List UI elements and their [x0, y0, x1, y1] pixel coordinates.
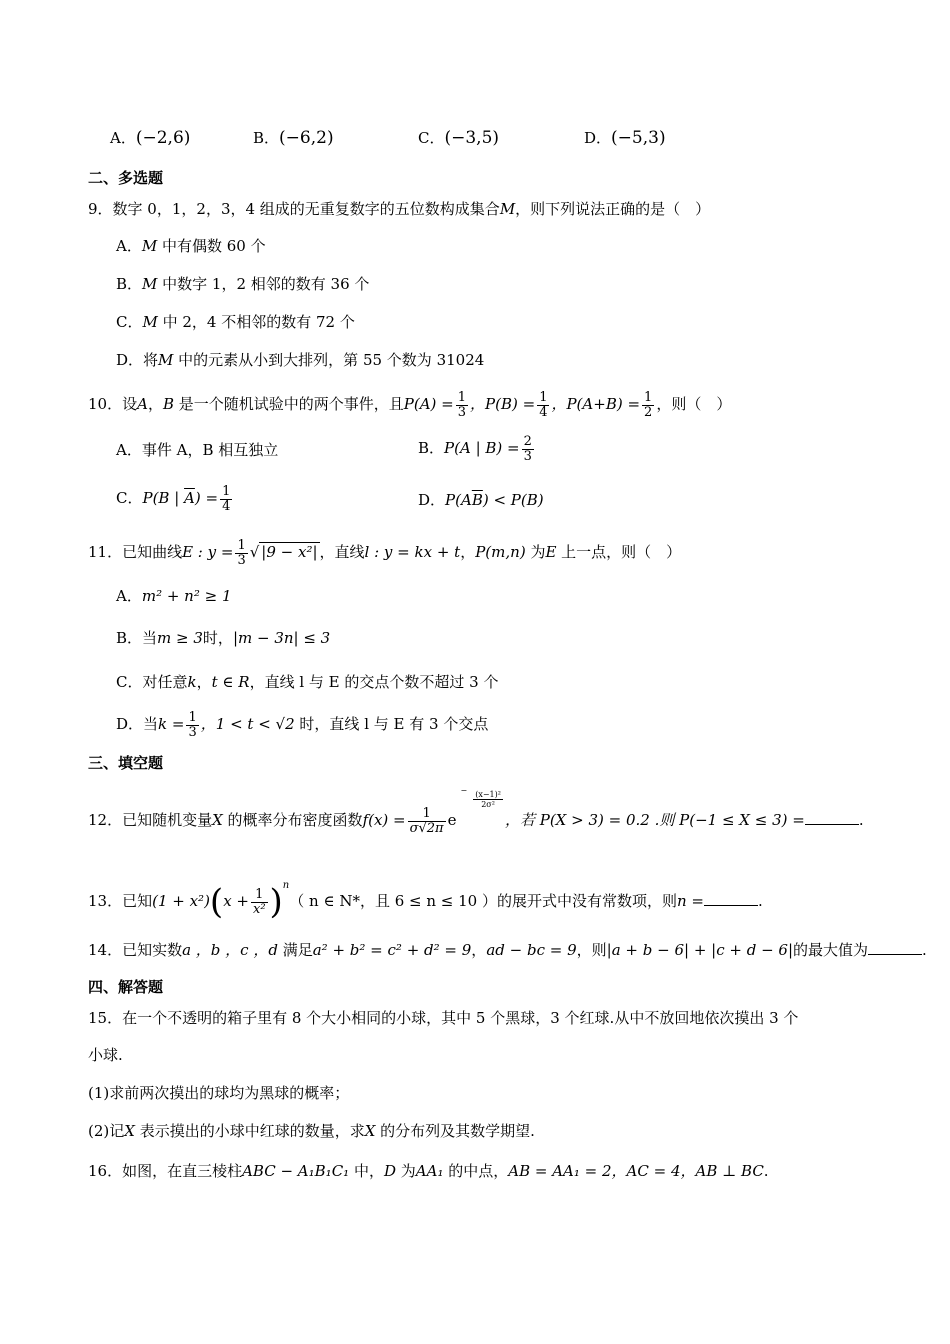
option-text: m² + n² ≥ 1	[141, 587, 232, 605]
denominator: 3	[237, 552, 246, 568]
q11-option-a	[116, 586, 232, 606]
sqrt-sign: √	[249, 543, 260, 561]
q11-curve: E : y =	[182, 543, 234, 561]
denominator: 3	[188, 724, 197, 740]
option-label: D．	[116, 715, 144, 733]
q10-stem	[88, 386, 731, 422]
q13-cond: （ n ∈ N*，且 6 ≤ n ≤ 10 ）的展开式中没有常数项，则	[289, 892, 677, 910]
option-value: (−2,6)	[135, 128, 191, 148]
fraction	[456, 391, 468, 420]
q15-var: X	[124, 1122, 135, 1140]
numerator: 1	[408, 807, 446, 822]
q12-end: .	[858, 811, 864, 829]
complement-a: $\overline{A}$	[184, 489, 195, 507]
left-paren: (	[209, 882, 224, 922]
complement-b: $\overline{B}$	[471, 491, 483, 509]
q16-prism: ABC − A₁B₁C₁	[242, 1162, 350, 1180]
numerator: 1	[644, 389, 653, 405]
numerator: 1	[237, 537, 246, 553]
option-label: B．	[116, 629, 143, 647]
q10-pa: P(A) =	[403, 395, 454, 413]
fraction	[186, 711, 198, 740]
q14-stem	[88, 940, 927, 960]
option-label: B．	[418, 439, 445, 457]
q10-pab: ，P(A+B) =	[551, 395, 641, 413]
fraction	[251, 888, 268, 917]
option-text: ，直线 l 与 E 的交点个数不超过 3 个	[249, 673, 499, 691]
q14-text: ，则	[576, 941, 607, 959]
q16-text: 为	[396, 1162, 416, 1180]
option-text: 中有偶数 60 个	[157, 237, 266, 255]
option-label: D．	[418, 491, 446, 509]
fraction	[537, 391, 549, 420]
numerator: (x−1)²	[475, 790, 501, 799]
q12-text: 的概率分布密度函数	[222, 811, 363, 829]
option-text: 中数字 1，2 相邻的数有 36 个	[157, 275, 370, 293]
exponent-minus: −	[460, 786, 468, 795]
option-text: 时，	[202, 629, 233, 647]
answer-blank[interactable]	[868, 940, 922, 955]
q16-text: 中，	[349, 1162, 384, 1180]
option-label: C．	[116, 313, 143, 331]
option-text: ) =	[194, 489, 219, 507]
q11-pre: 11．已知曲线	[88, 543, 183, 561]
q8-option-b	[253, 128, 334, 148]
exp-base: e	[447, 811, 457, 829]
right-paren: )	[269, 882, 283, 922]
denominator: 3	[523, 448, 532, 464]
q9-option-b	[116, 274, 369, 294]
option-label: B．	[116, 275, 143, 293]
option-text: 中的元素从小到大排列，第 55 个数为 31024	[173, 351, 485, 369]
option-text: ) < P(B)	[482, 491, 544, 509]
q11-curve-name: E	[545, 543, 557, 561]
q14-text: 满足	[277, 941, 313, 959]
q11-option-b	[116, 628, 330, 648]
option-cond: ，1 < t < √2	[200, 715, 295, 733]
option-text: P(A	[445, 491, 472, 509]
option-value: (−5,3)	[611, 128, 666, 148]
q10-option-a	[116, 440, 278, 460]
q12-func: f(x) =	[362, 811, 406, 829]
radicand: |9 − x²|	[261, 543, 318, 561]
numerator: 1	[222, 483, 231, 499]
q10-end: ，则（ ）	[656, 395, 732, 413]
q11-option-d	[116, 706, 488, 742]
q13-expr2: x +	[223, 892, 249, 910]
option-text: 事件 A，B 相互独立	[141, 441, 279, 459]
q9-set-m: M	[499, 200, 516, 218]
q10-pre: 10．设	[88, 395, 138, 413]
q15-p2-pre: (2)记	[88, 1122, 125, 1140]
numerator: 1	[539, 389, 548, 405]
q14-eq2: ad − bc = 9	[486, 941, 577, 959]
q13-end: .	[757, 892, 763, 910]
q14-vars: a ，b ，c ，d	[182, 941, 278, 959]
exponent-fraction-body	[473, 790, 503, 809]
q9-stem-text: 9．数字 0，1，2，3，4 组成的无重复数字的五位数构成集合	[88, 200, 500, 218]
option-cond: m ≥ 3	[157, 629, 203, 647]
q9-stem-end: ，则下列说法正确的是（ ）	[515, 200, 711, 218]
q9-stem	[88, 199, 710, 219]
numerator: 1	[457, 389, 467, 405]
q12-pre: 12．已知随机变量	[88, 811, 213, 829]
fraction	[220, 485, 232, 514]
q14-pre: 14．已知实数	[88, 941, 183, 959]
option-text: 时，直线 l 与 E 有 3 个交点	[294, 715, 489, 733]
q13-exponent: n	[282, 880, 290, 891]
q11-point: P(m,n)	[475, 543, 526, 561]
q12-var: X	[212, 811, 223, 829]
q14-dot: .	[922, 941, 927, 959]
denominator: 3	[457, 404, 467, 420]
q16-stem	[88, 1161, 769, 1181]
section-heading-multi-choice: 二、多选题	[88, 169, 164, 187]
q13-n: n =	[676, 892, 704, 910]
q10-pb: ，P(B) =	[470, 395, 536, 413]
option-value: (−3,5)	[444, 128, 500, 148]
q12-cond: ，若 P(X > 3) = 0.2 .则 P(−1 ≤ X ≤ 3) =	[504, 811, 805, 829]
denominator: 4	[222, 498, 231, 514]
option-label: A．	[116, 441, 142, 459]
q10-text: 是一个随机试验中的两个事件，且	[173, 395, 404, 413]
q13-pre: 13．已知	[88, 892, 153, 910]
q11-text: 为	[525, 543, 546, 561]
option-var: M	[141, 237, 158, 255]
option-text: 当	[142, 629, 158, 647]
q16-segment: AA₁	[415, 1162, 444, 1180]
q10-sep: ，	[147, 395, 163, 413]
q11-option-c	[116, 672, 498, 692]
q15-var: X	[364, 1122, 376, 1140]
answer-blank[interactable]	[805, 810, 859, 825]
q9-option-d	[116, 350, 484, 370]
q15-line1: 15．在一个不透明的箱子里有 8 个大小相同的小球，其中 5 个黑球，3 个红球.从中不放回地依次摸出 3 个	[88, 1009, 799, 1027]
q16-cond1: AB = AA₁ = 2	[508, 1162, 612, 1180]
option-label: A．	[110, 129, 136, 147]
q10-option-b	[418, 430, 536, 466]
q15-p2-text: 表示摸出的小球中红球的数量，求	[134, 1122, 365, 1140]
q15-line2: 小球.	[88, 1046, 123, 1064]
option-label: A．	[116, 587, 142, 605]
fraction	[522, 435, 534, 464]
q10-option-c	[116, 480, 234, 516]
option-var: t ∈ R	[211, 673, 250, 691]
denominator: σ√2π	[409, 820, 444, 836]
option-var: k =	[158, 715, 185, 733]
option-label: C．	[418, 129, 445, 147]
q15-part2	[88, 1121, 535, 1141]
q15-part1: (1)求前两次摸出的球均为黑球的概率；	[88, 1084, 350, 1102]
q14-sep: ，	[471, 941, 487, 959]
option-var: M	[142, 275, 158, 293]
q11-sep: ，	[460, 543, 476, 561]
q14-end: 的最大值为	[793, 941, 869, 959]
section-heading-answer: 四、解答题	[88, 978, 164, 996]
q11-stem	[88, 534, 681, 570]
q16-cond2: ，AC = 4	[611, 1162, 681, 1180]
option-label: B．	[253, 129, 280, 147]
option-pre: 将	[143, 351, 159, 369]
section-heading-fill-in: 三、填空题	[88, 754, 164, 772]
q10-event-b: B	[162, 395, 174, 413]
option-var: M	[158, 351, 174, 369]
q10-option-d	[418, 490, 544, 510]
q9-option-c	[116, 312, 355, 332]
q11-line-eq: l : y = kx + t	[364, 543, 461, 561]
q16-text: 的中点，	[443, 1162, 509, 1180]
option-text: P(B |	[142, 489, 185, 507]
q16-point-d: D	[383, 1162, 396, 1180]
denominator: 2σ²	[481, 800, 495, 809]
fraction	[235, 539, 247, 568]
q10-event-a: A	[137, 395, 148, 413]
option-label: C．	[116, 673, 143, 691]
numerator: 1	[251, 888, 268, 903]
option-value: (−6,2)	[279, 128, 334, 148]
option-label: D．	[584, 129, 612, 147]
q15-p2-end: 的分布列及其数学期望.	[375, 1122, 535, 1140]
denominator: x²	[252, 901, 266, 917]
denominator: 2	[644, 404, 653, 420]
q16-pre: 16．如图，在直三棱柱	[88, 1162, 243, 1180]
answer-blank[interactable]	[704, 891, 758, 906]
option-text: 对任意	[142, 673, 188, 691]
q9-option-a	[116, 236, 266, 256]
option-label: D．	[116, 351, 144, 369]
q8-option-d	[584, 128, 666, 148]
option-text: 中 2，4 不相邻的数有 72 个	[157, 313, 355, 331]
option-var: k	[187, 673, 197, 691]
fraction	[642, 391, 654, 420]
numerator: 1	[188, 709, 197, 725]
option-text: P(A | B) =	[444, 439, 520, 457]
option-expr: |m − 3n| ≤ 3	[232, 629, 331, 647]
q11-end: 上一点，则（ ）	[556, 543, 682, 561]
q14-eq1: a² + b² = c² + d² = 9	[312, 941, 472, 959]
option-label: A．	[116, 237, 142, 255]
denominator: 4	[539, 404, 548, 420]
q8-option-c	[418, 128, 499, 148]
q14-expr: |a + b − 6| + |c + d − 6|	[606, 941, 794, 959]
option-sep: ，	[196, 673, 212, 691]
q13-expr1: (1 + x²)	[152, 892, 210, 910]
q16-end: .	[763, 1162, 769, 1180]
q12-stem	[88, 786, 864, 842]
exponent-fraction	[459, 786, 470, 795]
option-text: 当	[143, 715, 159, 733]
fraction	[408, 807, 446, 836]
q16-cond3: ，AB ⊥ BC	[680, 1162, 764, 1180]
option-var: M	[142, 313, 158, 331]
numerator: 2	[523, 433, 532, 449]
q11-text: ，直线	[319, 543, 365, 561]
q13-stem	[88, 864, 763, 923]
q8-option-a	[110, 128, 190, 148]
option-label: C．	[116, 489, 143, 507]
